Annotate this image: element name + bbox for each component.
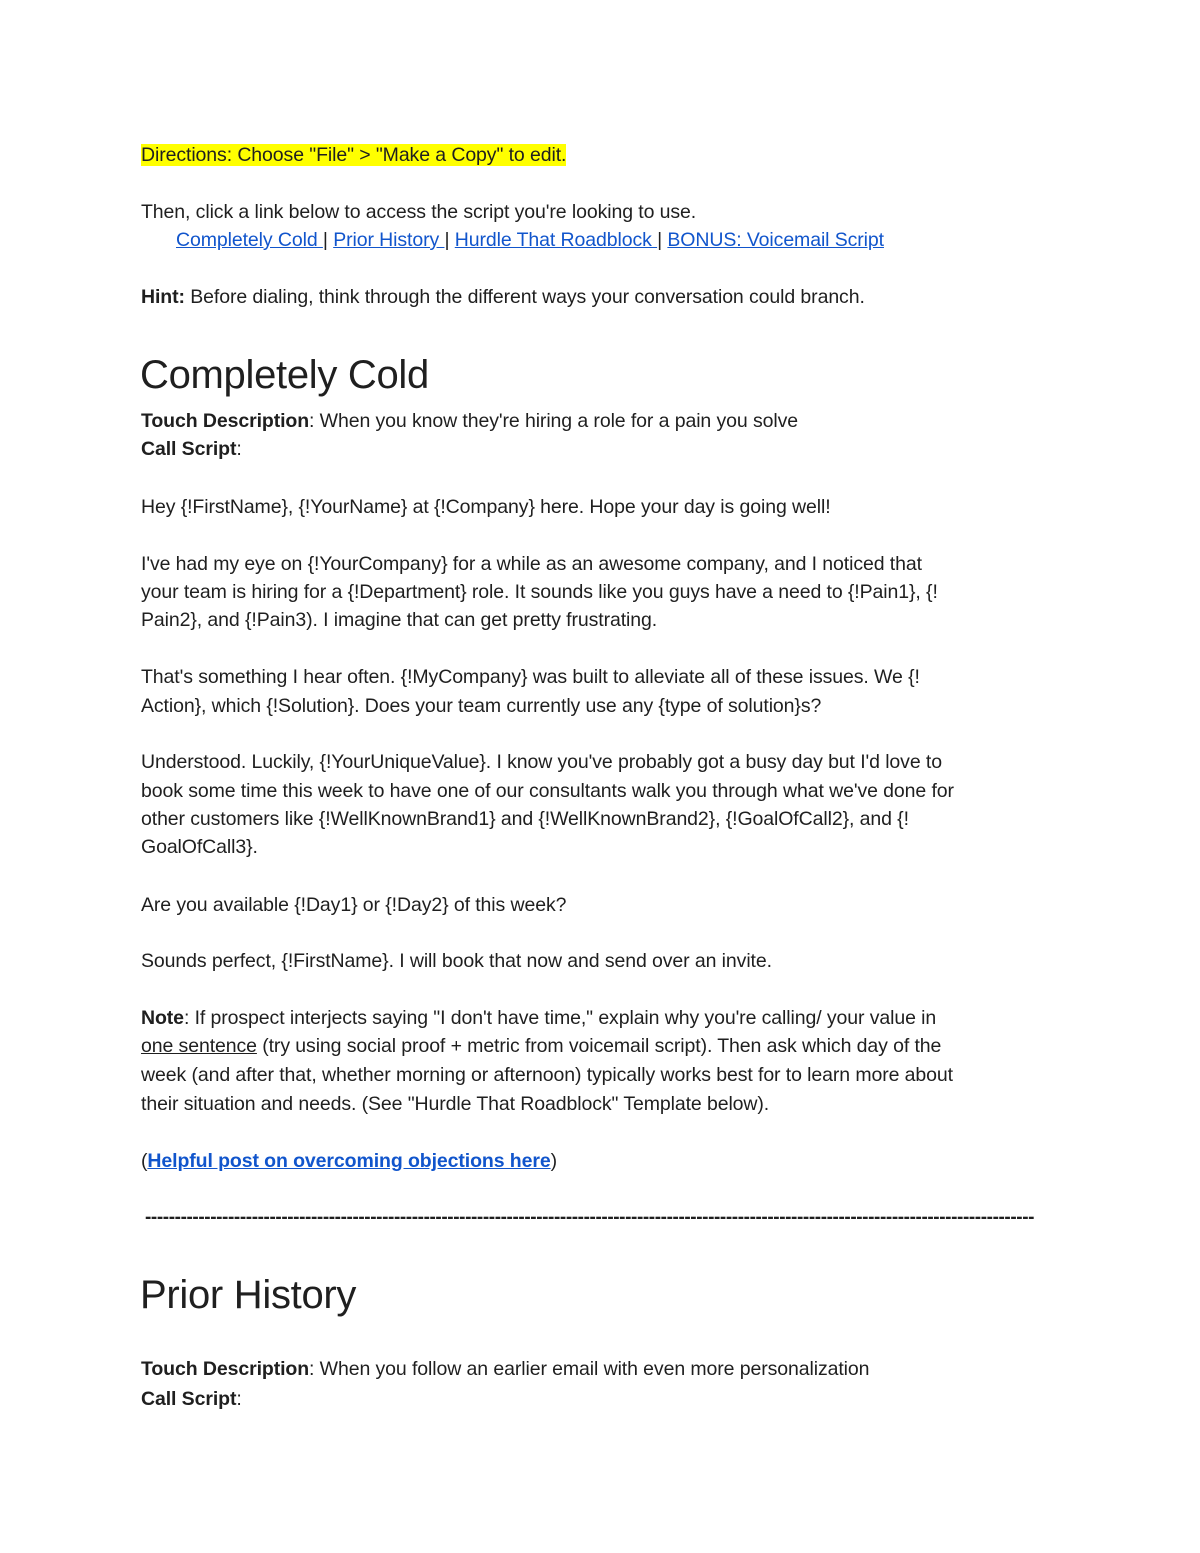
heading-completely-cold: Completely Cold [140,353,429,397]
script-paragraph-value-line-2: book some time this week to have one of our consultants walk you through what we've done for [141,780,954,802]
touch-description-text: : When you know they're hiring a role for a pain you solve [309,410,798,432]
script-paragraph-solution-line-2: Action}, which {!Solution}. Does your team currently use any {type of solution}s? [141,695,822,717]
helpful-post-line [141,1147,1061,1176]
section-links [176,226,1096,255]
script-paragraph-pain-line-3: Pain2}, and {!Pain3). I imagine that can get pretty frustrating. [141,609,658,631]
paren-close: ) [550,1150,557,1172]
link-completely-cold[interactable]: Completely Cold [176,229,323,251]
hint-text: Before dialing, think through the different ways your conversation could branch. [184,286,865,308]
touch-description-label: Touch Description [141,1358,310,1380]
script-paragraph-value-line-1: Understood. Luckily, {!YourUniqueValue}. I know you've probably got a busy day but I'd love to [141,751,942,773]
section-divider: ------------------------------------------------------------------------------------------------------------------------------------------------------ [145,1207,1035,1228]
directions-highlight: Directions: Choose "File" > "Make a Copy" to edit. [141,144,567,166]
note-line-3: week (and after that, whether morning or afternoon) typically works best for to learn more about [141,1064,953,1086]
script-paragraph-pain-line-2: your team is hiring for a {!Department} role. It sounds like you guys have a need to {!Pain1}, {! [141,581,938,603]
script-paragraph-pain-line-1: I've had my eye on {!YourCompany} for a while as an awesome company, and I noticed that [141,553,922,575]
note-text-2: (try using social proof + metric from voicemail script). Then ask which day of the [256,1035,942,1057]
link-bonus-voicemail-script[interactable]: BONUS: Voicemail Script [667,229,884,251]
call-script-line [141,1385,1061,1414]
hint-line [141,283,1061,312]
link-separator: | [444,229,450,251]
link-prior-history[interactable]: Prior History [333,229,445,251]
call-script-colon: : [236,438,242,460]
link-separator: | [657,229,663,251]
touch-description-text: : When you follow an earlier email with even more personalization [309,1358,870,1380]
script-paragraph-availability: Are you available {!Day1} or {!Day2} of this week? [141,894,567,916]
note-line-4: their situation and needs. (See "Hurdle That Roadblock" Template below). [141,1093,770,1115]
call-script-colon: : [236,1388,242,1410]
touch-description-line [141,407,1061,436]
hint-label: Hint: [141,286,185,308]
link-hurdle-that-roadblock[interactable]: Hurdle That Roadblock [454,229,658,251]
note-underlined-phrase: one sentence [141,1035,257,1057]
touch-description-label: Touch Description [141,410,310,432]
paren-open: ( [141,1150,148,1172]
note-line-2 [141,1032,1061,1061]
call-script-label: Call Script [141,1388,237,1410]
script-paragraph-value-line-4: GoalOfCall3}. [141,836,258,858]
script-paragraph-solution-line-1: That's something I hear often. {!MyCompany} was built to alleviate all of these issues. We {! [141,666,920,688]
call-script-line [141,435,1061,464]
helpful-post-link[interactable]: Helpful post on overcoming objections here [147,1150,551,1172]
heading-prior-history: Prior History [140,1273,357,1317]
note-label: Note [141,1007,184,1029]
script-paragraph-closing: Sounds perfect, {!FirstName}. I will book that now and send over an invite. [141,950,772,972]
intro-line: Then, click a link below to access the script you're looking to use. [141,201,697,223]
note-line-1 [141,1004,1061,1033]
call-script-label: Call Script [141,438,237,460]
link-separator: | [322,229,328,251]
script-paragraph-greeting: Hey {!FirstName}, {!YourName} at {!Company} here. Hope your day is going well! [141,496,831,518]
directions-line [141,141,1061,170]
script-paragraph-value-line-3: other customers like {!WellKnownBrand1} and {!WellKnownBrand2}, {!GoalOfCall2}, and {! [141,808,909,830]
note-text-1: : If prospect interjects saying "I don't have time," explain why you're calling/ your value in [183,1007,937,1029]
touch-description-line [141,1355,1061,1384]
